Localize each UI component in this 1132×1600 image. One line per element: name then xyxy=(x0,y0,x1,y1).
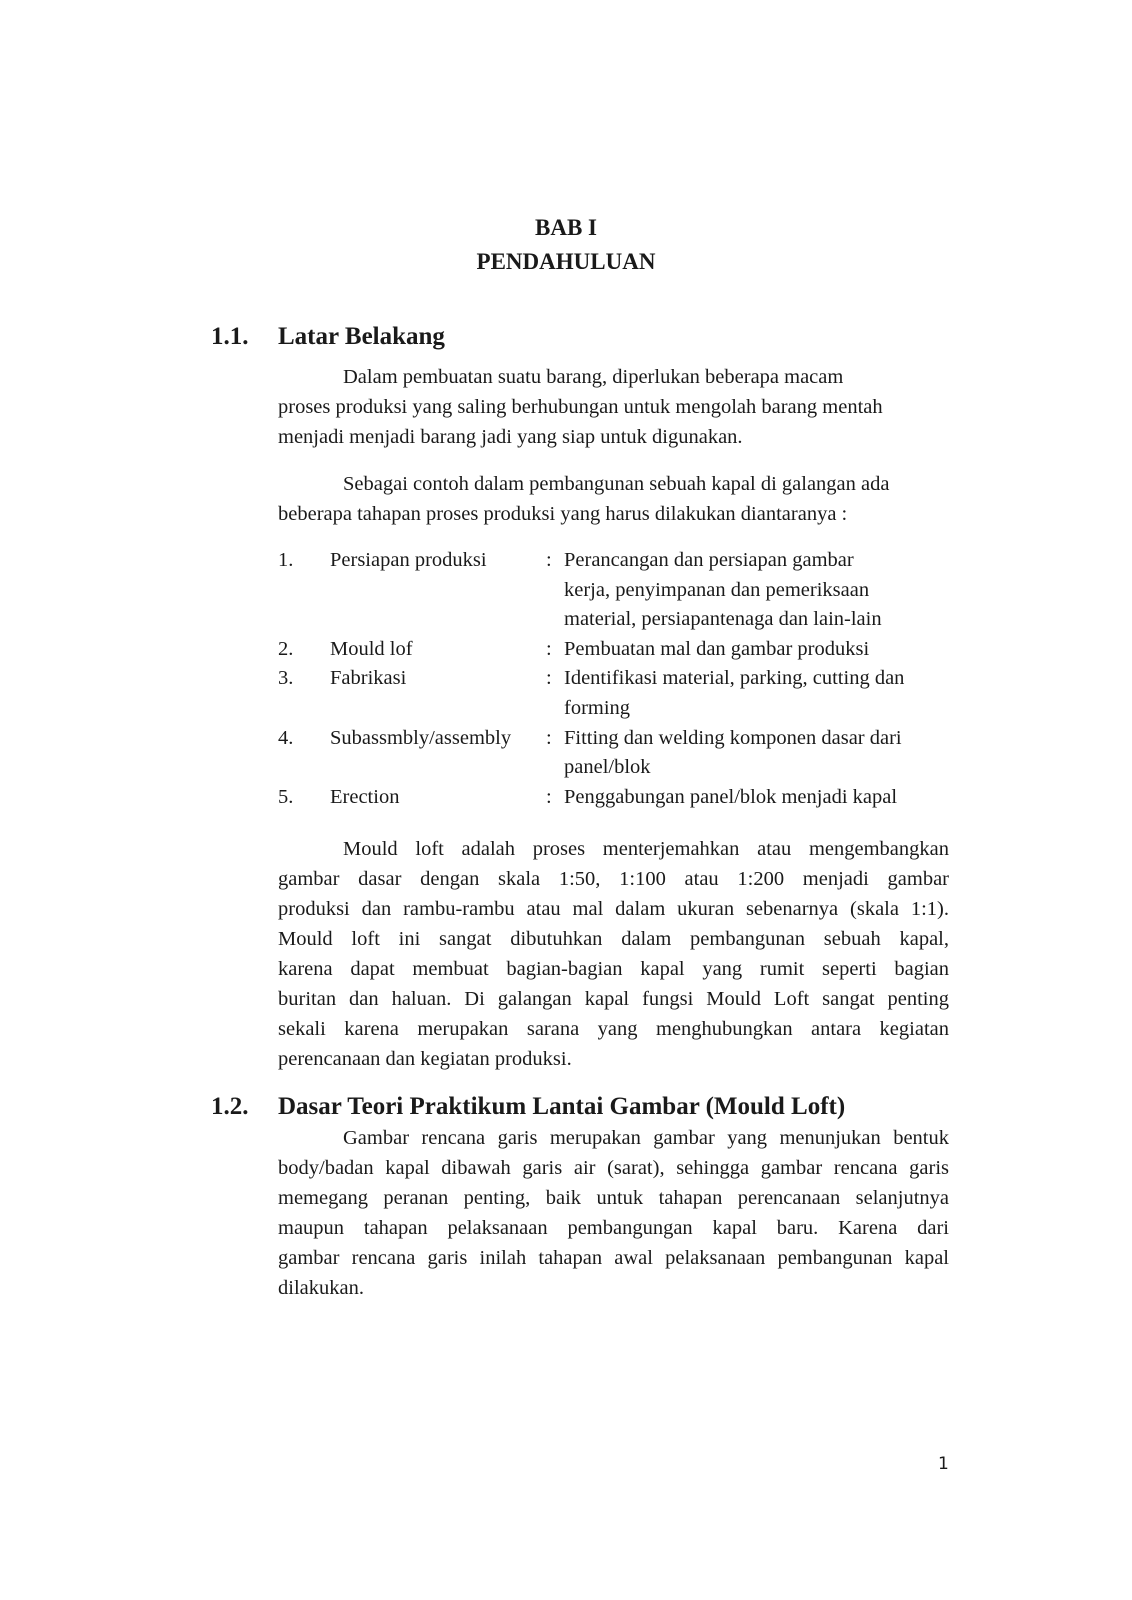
paragraph-line: body/badan kapal dibawah garis air (sarat), sehingga gambar rencana garis xyxy=(278,1157,949,1179)
description-line: Pembuatan mal dan gambar produksi xyxy=(564,637,870,660)
paragraph xyxy=(278,834,949,1074)
list-item-description xyxy=(564,664,958,723)
description-line: Fitting dan welding komponen dasar dari xyxy=(564,726,902,749)
paragraph xyxy=(278,362,949,452)
list-item-description xyxy=(564,635,958,665)
paragraph-line: Sebagai contoh dalam pembangunan sebuah kapal di galangan ada xyxy=(343,473,890,495)
paragraph-line: gambar rencana garis inilah tahapan awal pelaksanaan pembangunan kapal xyxy=(278,1247,949,1269)
list-item xyxy=(278,724,958,783)
list-item xyxy=(278,783,958,813)
paragraph-line: produksi dan rambu-rambu atau mal dalam ukuran sebenarnya (skala 1:1). xyxy=(278,898,949,920)
list-item-number: 2. xyxy=(278,637,294,660)
paragraph-line: menjadi menjadi barang jadi yang siap untuk digunakan. xyxy=(278,426,743,448)
list-item-name: Erection xyxy=(330,785,400,808)
paragraph-line: Mould loft ini sangat dibutuhkan dalam pembangunan sebuah kapal, xyxy=(278,928,949,950)
paragraph-line: maupun tahapan pelaksanaan pembangungan kapal baru. Karena dari xyxy=(278,1217,949,1239)
paragraph-line: Mould loft adalah proses menterjemahkan atau mengembangkan xyxy=(343,838,949,860)
list-item-description xyxy=(564,546,958,635)
paragraph-line: dilakukan. xyxy=(278,1277,364,1299)
list-item xyxy=(278,664,958,723)
description-line: Perancangan dan persiapan gambar xyxy=(564,549,854,571)
list-item-separator: : xyxy=(546,637,552,660)
section-title: Latar Belakang xyxy=(278,323,445,350)
list-item-separator: : xyxy=(546,549,552,571)
paragraph-line: Dalam pembuatan suatu barang, diperlukan beberapa macam xyxy=(343,366,844,388)
production-steps-list xyxy=(278,546,958,812)
paragraph-line: karena dapat membuat bagian-bagian kapal yang rumit seperti bagian xyxy=(278,958,949,980)
section-heading xyxy=(211,322,931,352)
list-item xyxy=(278,546,958,635)
list-item-name: Fabrikasi xyxy=(330,667,407,690)
paragraph-line: beberapa tahapan proses produksi yang harus dilakukan diantaranya : xyxy=(278,503,848,525)
chapter-title: PENDAHULUAN xyxy=(476,249,656,274)
list-item xyxy=(278,635,958,665)
description-line: kerja, penyimpanan dan pemeriksaan xyxy=(564,578,870,601)
paragraph-line: proses produksi yang saling berhubungan untuk mengolah barang mentah xyxy=(278,396,883,418)
list-item-separator: : xyxy=(546,785,552,808)
chapter-header xyxy=(0,211,1132,279)
list-item-name: Subassmbly/assembly xyxy=(330,726,512,749)
paragraph-line: Gambar rencana garis merupakan gambar yang menunjukan bentuk xyxy=(343,1127,949,1149)
chapter-label: BAB I xyxy=(535,215,597,240)
list-item-name: Mould lof xyxy=(330,637,413,660)
paragraph xyxy=(278,469,949,529)
description-line: material, persiapantenaga dan lain-lain xyxy=(564,608,882,631)
section-heading xyxy=(211,1092,931,1122)
list-item-number: 4. xyxy=(278,726,294,749)
description-line: Identifikasi material, parking, cutting dan xyxy=(564,667,905,690)
paragraph xyxy=(278,1123,949,1303)
paragraph-line: memegang peranan penting, baik untuk tahapan perencanaan selanjutnya xyxy=(278,1187,949,1209)
list-item-number: 1. xyxy=(278,549,294,571)
paragraph-line: gambar dasar dengan skala 1:50, 1:100 atau 1:200 menjadi gambar xyxy=(278,868,949,890)
list-item-separator: : xyxy=(546,726,552,749)
page-number: 1 xyxy=(938,1454,949,1474)
description-line: Penggabungan panel/blok menjadi kapal xyxy=(564,785,898,808)
list-item-name: Persiapan produksi xyxy=(330,549,487,571)
section-number: 1.2. xyxy=(211,1093,249,1120)
list-item-number: 3. xyxy=(278,667,294,690)
paragraph-line: perencanaan dan kegiatan produksi. xyxy=(278,1048,572,1070)
section-title: Dasar Teori Praktikum Lantai Gambar (Mould Loft) xyxy=(278,1093,846,1120)
paragraph-line: sekali karena merupakan sarana yang menghubungkan antara kegiatan xyxy=(278,1018,949,1040)
paragraph-line: buritan dan haluan. Di galangan kapal fungsi Mould Loft sangat penting xyxy=(278,988,949,1010)
section-number: 1.1. xyxy=(211,323,249,350)
list-item-description xyxy=(564,724,958,783)
description-line: panel/blok xyxy=(564,756,651,779)
list-item-separator: : xyxy=(546,667,552,690)
list-item-description xyxy=(564,783,958,813)
list-item-number: 5. xyxy=(278,785,294,808)
description-line: forming xyxy=(564,696,631,719)
